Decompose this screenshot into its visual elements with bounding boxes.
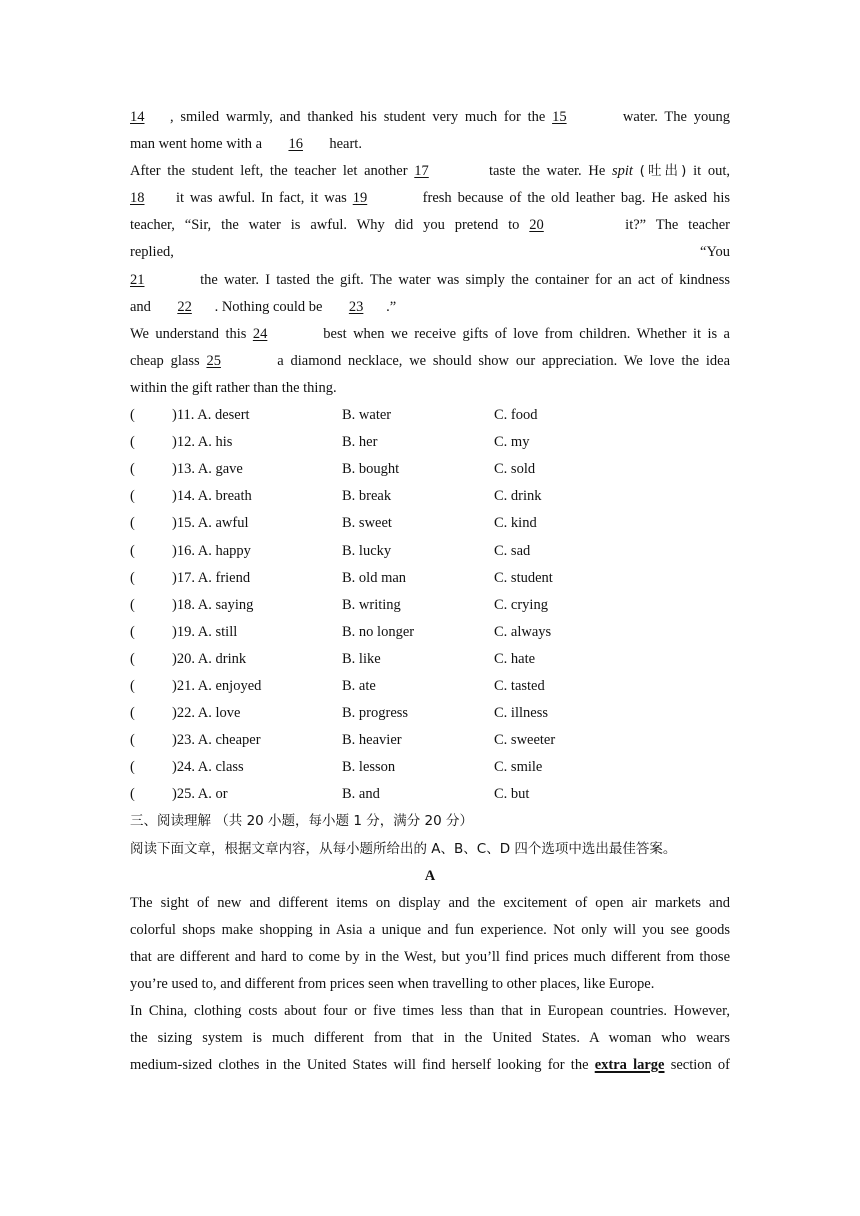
option-c: C. tasted xyxy=(494,677,545,694)
option-b: B. lesson xyxy=(342,759,396,776)
cloze-line xyxy=(130,131,730,158)
text: .” xyxy=(386,298,397,315)
option-b: B. bought xyxy=(342,461,400,478)
answer-paren: ( xyxy=(130,488,135,505)
option-a: )14. A. breath xyxy=(172,488,252,505)
question-row[interactable] xyxy=(130,646,730,673)
option-a: )18. A. saying xyxy=(172,596,254,613)
passage-line: colorful shops make shopping in Asia a unique and fun experience. Not only will you see goods xyxy=(130,921,730,938)
question-row[interactable] xyxy=(130,673,730,700)
question-list xyxy=(130,402,730,808)
text: and xyxy=(130,298,151,315)
text: medium-sized clothes in the United States will find herself looking for the xyxy=(130,1057,589,1074)
answer-paren: ( xyxy=(130,705,135,722)
option-c: C. food xyxy=(494,407,538,424)
text: replied, xyxy=(130,244,174,261)
text: After the student left, the teacher let another xyxy=(130,163,408,180)
option-c: C. sweeter xyxy=(494,732,556,749)
option-a: )13. A. gave xyxy=(172,461,243,478)
option-a: )21. A. enjoyed xyxy=(172,677,262,694)
option-a: )17. A. friend xyxy=(172,569,251,586)
blank-16[interactable]: 16 xyxy=(288,136,303,153)
option-a: )23. A. cheaper xyxy=(172,732,261,749)
highlighted-phrase: extra large xyxy=(594,1057,665,1074)
question-row[interactable] xyxy=(130,700,730,727)
option-b: B. lucky xyxy=(342,542,392,559)
gloss: (吐出) xyxy=(639,163,687,180)
answer-paren: ( xyxy=(130,569,135,586)
passage-line: In China, clothing costs about four or five times less than that in European countries. However, xyxy=(130,1003,730,1020)
option-c: C. sad xyxy=(494,542,531,559)
passage-line: The sight of new and different items on display and the excitement of open air markets and xyxy=(130,894,730,911)
option-b: B. like xyxy=(342,650,381,667)
option-c: C. my xyxy=(494,434,530,451)
option-a: )11. A. desert xyxy=(172,407,250,424)
question-row[interactable] xyxy=(130,592,730,619)
blank-23[interactable]: 23 xyxy=(348,298,364,315)
text: taste the water. He xyxy=(488,163,606,180)
option-a: )16. A. happy xyxy=(172,542,251,559)
question-row[interactable] xyxy=(130,565,730,592)
answer-paren: ( xyxy=(130,542,135,559)
passage-line: you’re used to, and different from prices seen when travelling to other places, like Europe. xyxy=(130,976,655,992)
option-c: C. smile xyxy=(494,759,543,776)
cloze-line xyxy=(130,158,730,185)
text: it was awful. In fact, it was xyxy=(175,190,347,207)
text: it out, xyxy=(693,163,731,180)
option-b: B. heavier xyxy=(342,732,402,749)
blank-14[interactable]: 14 xyxy=(130,109,145,125)
option-b: B. sweet xyxy=(342,515,392,532)
answer-paren: ( xyxy=(130,623,135,640)
section-instruction: 阅读下面文章，根据文章内容，从每小题所给出的 A、B、C、D 四个选项中选出最佳答案。 xyxy=(130,840,677,857)
passage-line: the sizing system is much different from that in the United States. A woman who wears xyxy=(130,1030,730,1047)
blank-21[interactable]: 21 xyxy=(130,271,145,288)
option-b: B. progress xyxy=(342,705,409,722)
text: “You xyxy=(700,244,730,261)
text: the water. I tasted the gift. The water was simply the container for an act of kindness xyxy=(200,271,730,288)
text: , smiled warmly, and thanked his student very much for the xyxy=(170,109,546,125)
answer-paren: ( xyxy=(130,650,135,667)
option-c: C. but xyxy=(494,786,530,803)
option-a: )19. A. still xyxy=(172,623,238,640)
answer-paren: ( xyxy=(130,759,135,776)
blank-19[interactable]: 19 xyxy=(352,190,368,207)
option-c: C. drink xyxy=(494,488,542,505)
option-b: B. ate xyxy=(342,677,376,694)
answer-paren: ( xyxy=(130,786,135,803)
passage-line: that are different and hard to come by in the West, but you’ll find prices much different from those xyxy=(130,948,730,965)
cloze-line xyxy=(130,294,730,321)
answer-paren: ( xyxy=(130,461,135,478)
option-a: )24. A. class xyxy=(172,759,244,776)
option-a: )15. A. awful xyxy=(172,515,249,532)
blank-25[interactable]: 25 xyxy=(206,352,221,369)
question-row[interactable] xyxy=(130,429,730,456)
text: it?” The teacher xyxy=(625,217,731,234)
option-c: C. illness xyxy=(494,705,548,722)
question-row[interactable] xyxy=(130,727,730,754)
passage-line xyxy=(130,1052,730,1079)
option-c: C. student xyxy=(494,569,553,586)
cloze-line xyxy=(130,239,730,266)
cloze-line xyxy=(130,348,730,375)
text: section of xyxy=(670,1057,731,1074)
option-b: B. old man xyxy=(342,569,407,586)
cloze-line xyxy=(130,212,730,239)
option-c: C. kind xyxy=(494,515,537,532)
blank-18[interactable]: 18 xyxy=(130,190,145,207)
option-a: )25. A. or xyxy=(172,786,228,803)
section-heading: 三、阅读理解 （共 20 小题，每小题 1 分，满分 20 分） xyxy=(130,813,473,830)
cloze-line: within the gift rather than the thing. xyxy=(130,379,337,396)
question-row[interactable] xyxy=(130,483,730,510)
cloze-line xyxy=(130,321,730,348)
blank-20[interactable]: 20 xyxy=(529,217,544,234)
blank-15[interactable]: 15 xyxy=(552,109,567,125)
cloze-line xyxy=(130,267,730,294)
text: teacher, “Sir, the water is awful. Why did you pretend to xyxy=(130,217,520,234)
option-c: C. crying xyxy=(494,596,548,613)
option-b: B. her xyxy=(342,434,378,451)
question-row[interactable] xyxy=(130,456,730,483)
text: cheap glass xyxy=(130,352,200,369)
cloze-line xyxy=(130,185,730,212)
cloze-line xyxy=(130,104,730,131)
answer-paren: ( xyxy=(130,596,135,613)
text: best when we receive gifts of love from children. Whether it is a xyxy=(323,325,730,342)
option-b: B. writing xyxy=(342,596,401,613)
question-row[interactable] xyxy=(130,619,730,646)
answer-paren: ( xyxy=(130,515,135,532)
option-c: C. always xyxy=(494,623,552,640)
passage-label: A xyxy=(424,867,436,884)
option-b: B. water xyxy=(342,407,392,424)
blank-17[interactable]: 17 xyxy=(414,163,429,180)
question-row[interactable] xyxy=(130,538,730,565)
option-c: C. hate xyxy=(494,650,536,667)
answer-paren: ( xyxy=(130,677,135,694)
question-row[interactable] xyxy=(130,510,730,537)
option-a: )22. A. love xyxy=(172,705,241,722)
option-b: B. and xyxy=(342,786,380,803)
question-row[interactable] xyxy=(130,402,730,429)
answer-paren: ( xyxy=(130,434,135,451)
answer-paren: ( xyxy=(130,732,135,749)
text: a diamond necklace, we should show our appreciation. We love the idea xyxy=(277,352,731,369)
option-a: )20. A. drink xyxy=(172,650,247,667)
text: . Nothing could be xyxy=(214,298,323,315)
text: man went home with a xyxy=(130,136,263,153)
question-row[interactable] xyxy=(130,754,730,781)
exam-page xyxy=(130,104,730,1079)
answer-paren: ( xyxy=(130,407,135,424)
blank-22[interactable]: 22 xyxy=(177,298,192,315)
text: water. The young xyxy=(622,109,730,125)
blank-24[interactable]: 24 xyxy=(252,325,268,342)
question-row[interactable] xyxy=(130,781,730,808)
text: fresh because of the old leather bag. He asked his xyxy=(422,190,731,207)
text: We understand this xyxy=(130,325,247,342)
text: heart. xyxy=(329,136,362,153)
option-b: B. no longer xyxy=(342,623,415,640)
option-a: )12. A. his xyxy=(172,434,233,451)
option-b: B. break xyxy=(342,488,392,505)
italic-word: spit xyxy=(611,163,633,180)
option-c: C. sold xyxy=(494,461,536,478)
